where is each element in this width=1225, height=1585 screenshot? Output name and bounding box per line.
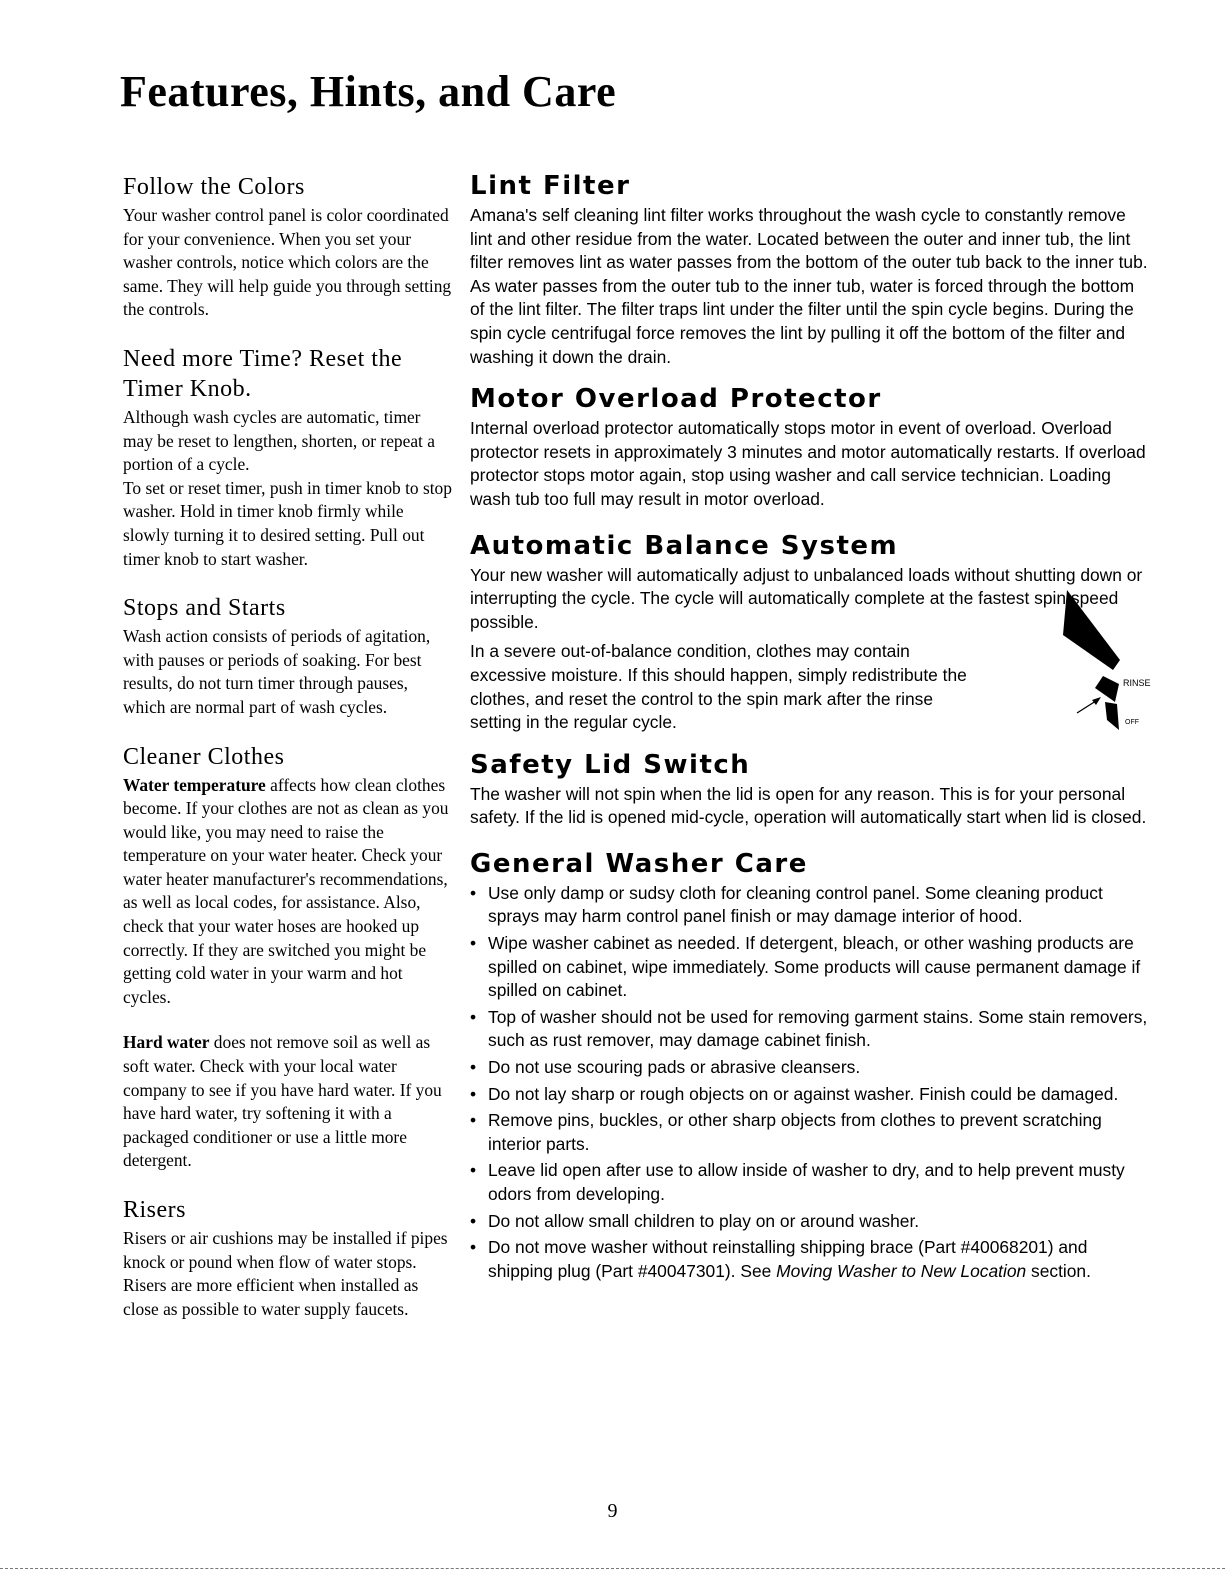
general-care-section bbox=[470, 848, 1150, 1284]
care-item-text: Do not allow small children to play on or around washer. bbox=[488, 1210, 920, 1231]
hard-water-paragraph bbox=[123, 1031, 453, 1173]
stops-starts-heading: Stops and Starts bbox=[123, 595, 286, 622]
stops-starts-text: Wash action consists of periods of agitation, with pauses or periods of soaking. For best results, do not turn timer through pauses, which are normal part of wash cycles. bbox=[123, 626, 431, 717]
balance-system-text-1: Your new washer will automatically adjust to unbalanced loads without shutting down or interrupting the cycle. The cycle will automatically complete at the fastest spin speed possible. bbox=[470, 564, 1143, 632]
lint-filter-heading: Lint Filter bbox=[470, 171, 631, 201]
timer-dial-illustration bbox=[995, 590, 1151, 740]
care-list-item bbox=[470, 882, 1150, 929]
balance-system-section bbox=[470, 530, 1150, 735]
reset-timer-text-2: To set or reset timer, push in timer knob to stop washer. Hold in timer knob firmly while slowly turning it to desired setting. Pull out timer knob to start washer. bbox=[123, 477, 452, 569]
cleaner-clothes-heading: Cleaner Clothes bbox=[123, 743, 285, 770]
motor-overload-section bbox=[470, 383, 1150, 511]
reset-timer-section bbox=[123, 344, 453, 571]
care-list bbox=[470, 882, 1150, 1284]
care-list-item bbox=[470, 1210, 1150, 1234]
care-list-item bbox=[470, 1236, 1150, 1283]
risers-section bbox=[123, 1195, 453, 1321]
care-item-last-prefix: Do not move washer without reinstalling shipping brace (Part #40068201) and shipping plug (Part #40047301). See bbox=[488, 1237, 1088, 1281]
lint-filter-section bbox=[470, 170, 1150, 369]
balance-system-text-2: In a severe out-of-balance condition, clothes may contain excessive moisture. If this should happen, simply redistribute the clothes, and reset the control to the spin mark after the rinse setting in the regular cycle. bbox=[470, 641, 967, 733]
bullet-icon: • bbox=[470, 1237, 477, 1258]
care-list-item bbox=[470, 1056, 1150, 1080]
left-column bbox=[123, 172, 453, 1343]
care-item-text: Use only damp or sudsy cloth for cleaning control panel. Some cleaning product sprays may harm control panel finish or may damage interior of hood. bbox=[488, 882, 1103, 927]
right-column bbox=[470, 170, 1150, 1297]
care-item-last-suffix: section. bbox=[1026, 1260, 1091, 1281]
bullet-icon: • bbox=[470, 1006, 477, 1027]
stops-starts-section bbox=[123, 593, 453, 719]
dial-pointer-wedge bbox=[1105, 702, 1119, 730]
page-title: Features, Hints, and Care bbox=[120, 67, 617, 116]
care-item-text: Top of washer should not be used for removing garment stains. Some stain removers, such as rust remover, may damage cabinet finish. bbox=[488, 1006, 1148, 1051]
hard-water-text: does not remove soil as well as soft water. Check with your local water company to see if you have hard water. If you have hard water, try softening it with a packaged conditioner or use a little more detergent. bbox=[123, 1032, 442, 1171]
care-item-text: Do not use scouring pads or abrasive cleansers. bbox=[488, 1057, 861, 1078]
motor-overload-heading: Motor Overload Protector bbox=[470, 384, 882, 415]
hard-water-label: Hard water bbox=[123, 1032, 210, 1053]
bullet-icon: • bbox=[470, 1057, 477, 1078]
bullet-icon: • bbox=[470, 1210, 477, 1231]
care-item-text: Wipe washer cabinet as needed. If detergent, bleach, or other washing products are spilled on cabinet, wipe immediately. Some products will cause permanent damage if spilled on cabinet. bbox=[488, 933, 1141, 1001]
bullet-icon: • bbox=[470, 1110, 477, 1131]
safety-lid-section bbox=[470, 749, 1150, 830]
reset-timer-heading: Need more Time? Reset the Timer Knob. bbox=[123, 345, 403, 402]
follow-colors-section bbox=[123, 172, 453, 322]
care-item-text: Remove pins, buckles, or other sharp objects from clothes to prevent scratching interior parts. bbox=[488, 1110, 1102, 1154]
bullet-icon: • bbox=[470, 933, 477, 954]
care-list-item bbox=[470, 1083, 1150, 1107]
bullet-icon: • bbox=[470, 1160, 477, 1181]
care-list-item bbox=[470, 1006, 1150, 1053]
dial-arrow-head bbox=[1092, 697, 1101, 705]
dial-spin-mark bbox=[1063, 590, 1120, 670]
safety-lid-text: The washer will not spin when the lid is open for any reason. This is for your personal safety. If the lid is opened mid-cycle, operation will automatically start when lid is closed. bbox=[470, 783, 1147, 828]
care-list-item bbox=[470, 1159, 1150, 1206]
risers-text: Risers or air cushions may be installed if pipes knock or pound when flow of water stops. Risers are more efficient when installed as close as possible to water supply faucets. bbox=[123, 1228, 448, 1319]
bullet-icon: • bbox=[470, 882, 477, 903]
motor-overload-text: Internal overload protector automatically stops motor in event of overload. Overload protector resets in approximately 3 minutes and motor automatically restarts. If overload protector stops motor again, stop using washer and call service technician. Loading wash tub too full may result in motor overload. bbox=[470, 418, 1146, 509]
lint-filter-text: Amana's self cleaning lint filter works throughout the wash cycle to constantly remove lint and other residue from the water. Located between the outer and inner tub, the lint filter removes lint as water passes from the bottom of the outer tub back to the inner tub. As water passes from the outer tub to the inner tub, water is forced through the bottom of the lint filter. The filter traps lint under the filter until the spin cycle begins. During the spin cycle centrifugal force removes the lint by pulling it off the bottom of the filter and washing it down the drain. bbox=[470, 205, 1148, 367]
water-temperature-label: Water temperature bbox=[123, 774, 266, 795]
water-temperature-paragraph bbox=[123, 774, 453, 1010]
moving-washer-reference: Moving Washer to New Location bbox=[776, 1260, 1027, 1281]
general-care-heading: General Washer Care bbox=[470, 848, 808, 879]
water-temperature-text: affects how clean clothes become. If your clothes are not as clean as you would like, you may need to raise the temperature on your water heater. Check your water heater manufacturer's recommendations, as well as local codes, for assistance. Also, check that your water hoses are hooked up correctly. If they are switched you might be getting cold water in your warm and hot cycles. bbox=[123, 774, 449, 1007]
care-list-item bbox=[470, 932, 1150, 1003]
safety-lid-heading: Safety Lid Switch bbox=[470, 749, 751, 780]
page-number: 9 bbox=[607, 1500, 618, 1522]
dial-rinse-label: RINSE bbox=[1123, 677, 1151, 688]
reset-timer-text-1: Although wash cycles are automatic, timer may be reset to lengthen, shorten, or repeat a portion of a cycle. bbox=[123, 406, 435, 475]
care-list-item bbox=[470, 1109, 1150, 1156]
bottom-divider bbox=[0, 1568, 1225, 1569]
dial-off-label: OFF bbox=[1125, 718, 1139, 726]
balance-system-heading: Automatic Balance System bbox=[470, 530, 899, 561]
care-item-text: Leave lid open after use to allow inside of washer to dry, and to help prevent musty odors from developing. bbox=[488, 1160, 1125, 1204]
cleaner-clothes-section bbox=[123, 742, 453, 1174]
follow-colors-heading: Follow the Colors bbox=[123, 174, 305, 200]
follow-colors-text: Your washer control panel is color coordinated for your convenience. When you set your washer controls, notice which colors are the same. They will help guide you through setting the controls. bbox=[123, 205, 452, 320]
care-item-text: Do not lay sharp or rough objects on or against washer. Finish could be damaged. bbox=[488, 1083, 1119, 1104]
bullet-icon: • bbox=[470, 1083, 477, 1104]
risers-heading: Risers bbox=[123, 1197, 186, 1223]
